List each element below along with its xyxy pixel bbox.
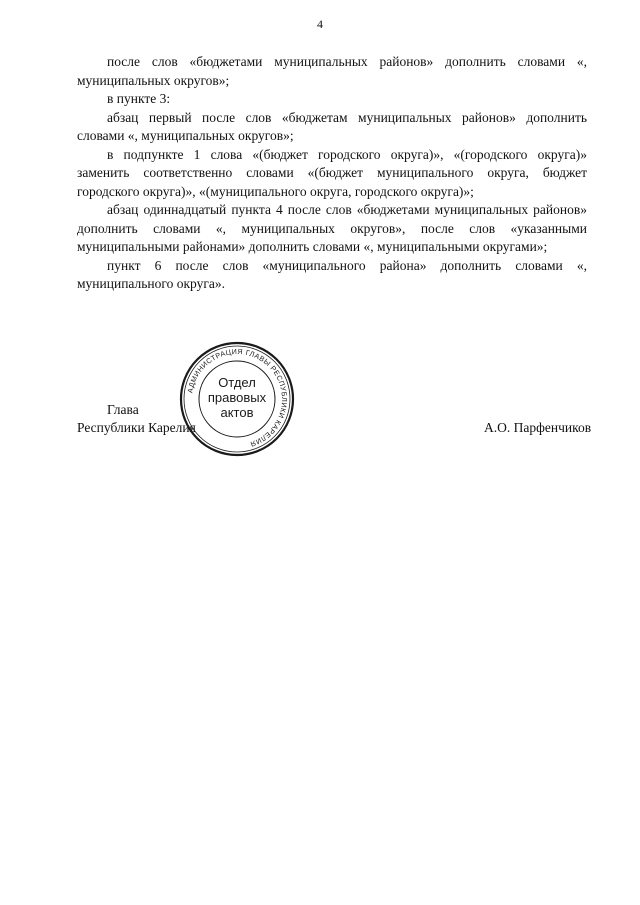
paragraph: пункт 6 после слов «муниципального района» дополнить словами «, муниципального округа». bbox=[77, 257, 587, 291]
signatory-name: А.О. Парфенчиков bbox=[484, 420, 592, 435]
stamp-center-line1: Отдел bbox=[218, 375, 256, 390]
signatory-title-line1: Глава bbox=[107, 402, 139, 417]
stamp-seal-icon bbox=[178, 340, 296, 458]
paragraph: абзац первый после слов «бюджетам муниципальных районов» дополнить словами «, муниципальных округов»; bbox=[77, 109, 587, 143]
stamp-center-line2: правовых bbox=[207, 390, 267, 405]
official-stamp bbox=[178, 340, 296, 458]
document-body bbox=[77, 53, 587, 294]
signatory-title-line2: Республики Карелия bbox=[77, 420, 196, 435]
stamp-ring-text: АДМИНИСТРАЦИЯ ГЛАВЫ РЕСПУБЛИКИ КАРЕЛИЯ bbox=[185, 346, 290, 449]
paragraph: в пункте 3: bbox=[107, 91, 171, 106]
stamp-center-line3: актов bbox=[220, 405, 254, 420]
page-number: 4 bbox=[317, 17, 323, 31]
paragraph: абзац одиннадцатый пункта 4 после слов «бюджетами муниципальных районов» дополнить словами «, муниципальных округов», после слов «указанными муниципальными районами» дополнить словами «, муниципальными округами»; bbox=[77, 202, 587, 254]
paragraph: в подпункте 1 слова «(бюджет городского округа)», «(городского округа)» заменить соответственно словами «(бюджет муниципального округа, бюджет городского округа)», «(муниципального округа, городского округа)»; bbox=[77, 146, 587, 199]
paragraph: после слов «бюджетами муниципальных районов» дополнить словами «, муниципальных округов»; bbox=[77, 54, 587, 88]
